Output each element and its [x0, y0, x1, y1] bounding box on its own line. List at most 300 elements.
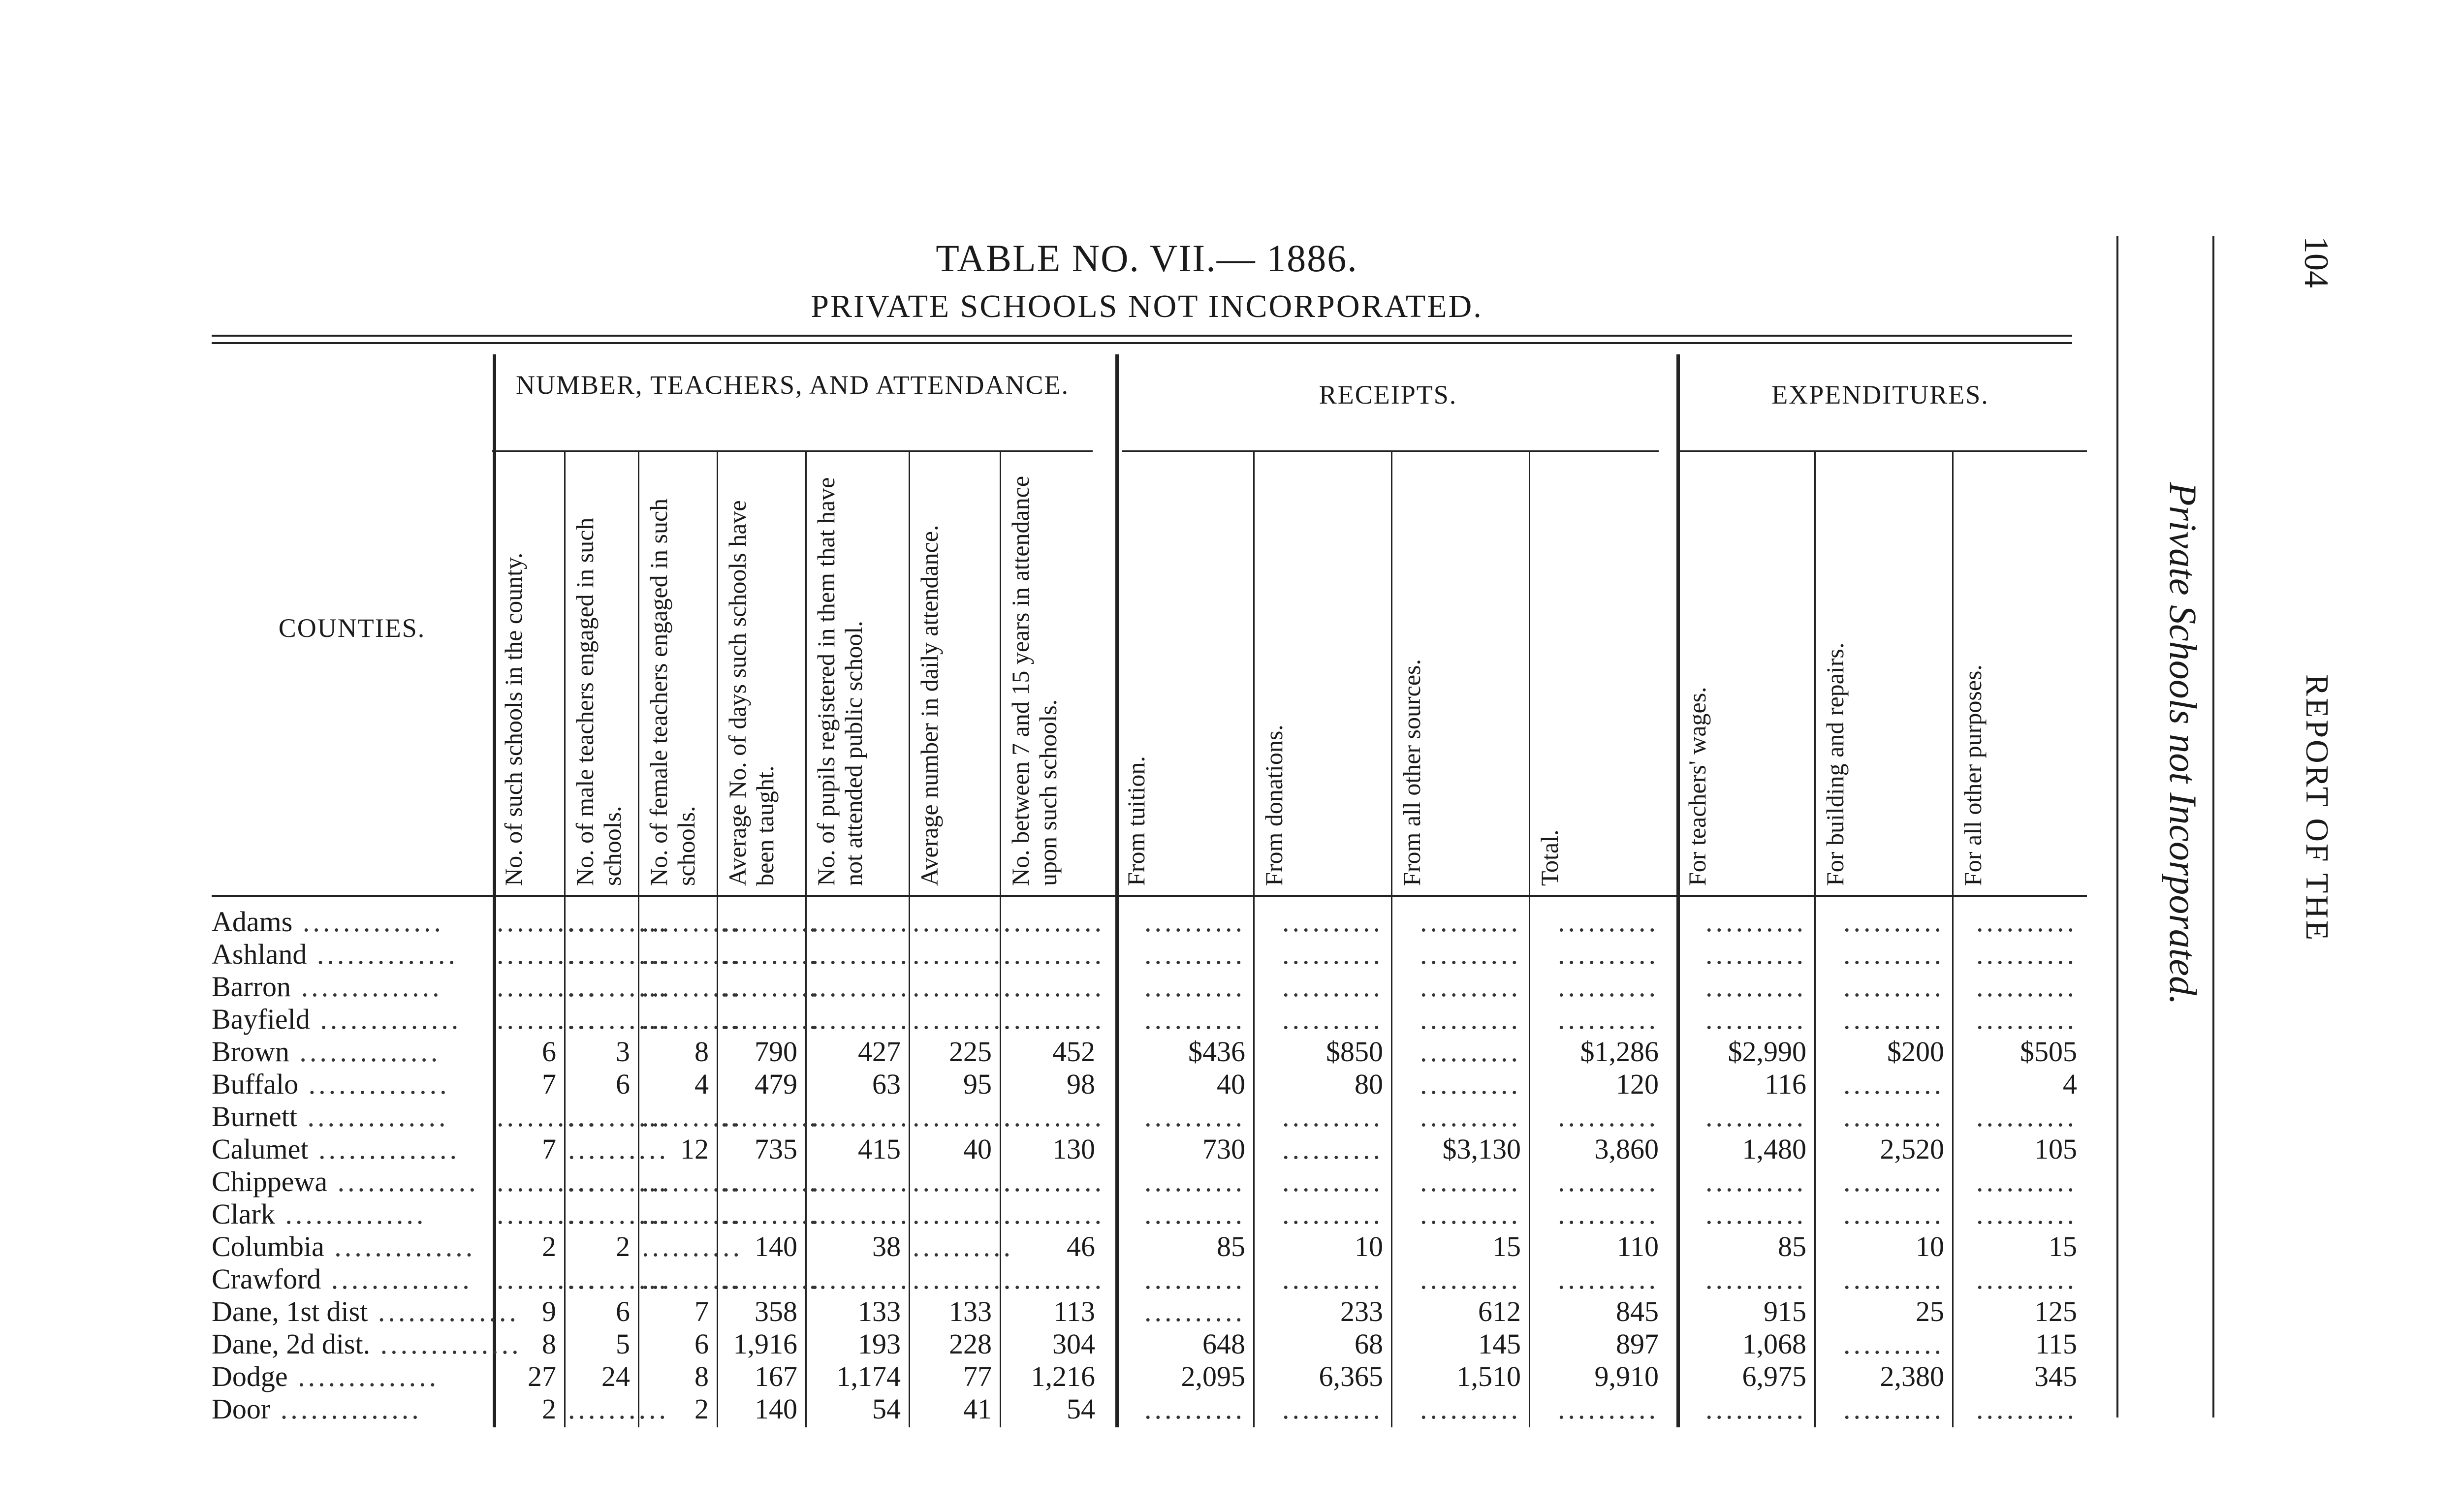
empty-cell-dots: .......... [1843, 938, 1944, 970]
empty-cell-dots: .......... [1843, 1003, 1944, 1035]
table-cell [1818, 1101, 1944, 1133]
empty-cell-dots: .......... [913, 1166, 1013, 1197]
table-cell [568, 1101, 669, 1133]
empty-cell-dots: .......... [1976, 1198, 2077, 1230]
table-cell: 98 [1067, 1068, 1095, 1100]
empty-cell-dots: .......... [721, 1263, 821, 1295]
table-cell: 6 [694, 1328, 709, 1360]
table-cell [1680, 1166, 1806, 1198]
empty-cell-dots: .......... [721, 1198, 821, 1230]
table-cell [1119, 1198, 1245, 1230]
empty-cell-dots: .......... [568, 1133, 669, 1165]
leader-dots: .............. [368, 1295, 519, 1327]
county-label: Crawford [212, 1263, 321, 1295]
county-name [212, 1198, 487, 1230]
table-subtitle: PRIVATE SCHOOLS NOT INCORPORATED. [811, 288, 1483, 324]
table-cell [568, 1133, 669, 1166]
table-cell: 8 [694, 1036, 709, 1068]
table-cell: 167 [755, 1360, 797, 1392]
table-cell [913, 938, 1013, 971]
table-cell: 452 [1052, 1036, 1095, 1068]
table-cell: 358 [755, 1295, 797, 1327]
table-cell [1818, 1068, 1944, 1101]
county-label: Bayfield [212, 1003, 310, 1035]
county-name [212, 938, 487, 971]
empty-cell-dots: .......... [497, 971, 598, 1003]
empty-cell-dots: .......... [1004, 1003, 1104, 1035]
table-cell [642, 906, 743, 938]
empty-cell-dots: .......... [1004, 971, 1104, 1003]
table-cell: 140 [755, 1393, 797, 1425]
table-cell [1257, 1198, 1383, 1230]
table-cell [1818, 1393, 1944, 1425]
county-label: Door [212, 1393, 271, 1425]
empty-cell-dots: .......... [568, 906, 669, 938]
table-cell [913, 1198, 1013, 1230]
table-cell: 228 [949, 1328, 992, 1360]
empty-cell-dots: .......... [809, 1166, 910, 1197]
county-name [212, 1101, 487, 1133]
table-title: TABLE NO. VII.— 1886. [936, 237, 1358, 280]
empty-cell-dots: .......... [1420, 938, 1521, 970]
empty-cell-dots: .......... [568, 1003, 669, 1035]
leader-dots: .............. [321, 1263, 473, 1295]
table-row [212, 1166, 2087, 1198]
table-cell: 612 [1478, 1295, 1521, 1327]
table-cell [642, 1230, 743, 1263]
table-cell: 133 [858, 1295, 901, 1327]
table-cell [497, 971, 598, 1003]
table-cell [1680, 1101, 1806, 1133]
table-row [212, 1328, 2087, 1360]
table-cell: 304 [1052, 1328, 1095, 1360]
table-cell [568, 1393, 669, 1425]
table-cell: 6 [542, 1036, 556, 1068]
table-row [212, 906, 2087, 938]
table-cell [1533, 938, 1659, 971]
empty-cell-dots: .......... [1843, 1328, 1944, 1360]
table-cell: 6 [616, 1068, 630, 1100]
table-cell [568, 1198, 669, 1230]
table-row [212, 1295, 2087, 1328]
table-cell [809, 1101, 910, 1133]
table-cell: 38 [872, 1230, 901, 1262]
leader-dots: .............. [270, 1393, 422, 1425]
column-header-1: No. of such schools in the county. [500, 552, 527, 886]
table-cell: $436 [1188, 1036, 1245, 1068]
table-cell: 54 [872, 1393, 901, 1425]
table-cell [1818, 1003, 1944, 1036]
column-header-3: No. of female teachers engaged in such schools. [645, 498, 700, 886]
table-cell [1119, 1295, 1245, 1328]
table-cell [1395, 1068, 1521, 1101]
empty-cell-dots: .......... [809, 906, 910, 938]
table-cell [721, 1003, 821, 1036]
table-cell [642, 971, 743, 1003]
table-cell [1395, 1263, 1521, 1295]
empty-cell-dots: .......... [1282, 1166, 1383, 1197]
right-frame-line-2 [2212, 236, 2214, 1418]
table-cell: 730 [1202, 1133, 1245, 1165]
column-header-11: Total. [1536, 829, 1563, 886]
empty-cell-dots: .......... [1004, 1198, 1104, 1230]
table-cell: 1,916 [733, 1328, 797, 1360]
table-cell [1395, 1166, 1521, 1198]
leader-dots: .............. [308, 1133, 460, 1165]
table-cell: 125 [2034, 1295, 2077, 1327]
county-label: Brown [212, 1036, 289, 1068]
table-cell: 110 [1617, 1230, 1659, 1262]
table-cell [1395, 1003, 1521, 1036]
county-label: Chippewa [212, 1166, 328, 1197]
table-row [212, 1101, 2087, 1133]
table-cell: 897 [1616, 1328, 1659, 1360]
empty-cell-dots: .......... [809, 938, 910, 970]
table-cell [1533, 1198, 1659, 1230]
empty-cell-dots: .......... [1144, 1166, 1245, 1197]
county-name [212, 971, 487, 1003]
column-header-14: For all other purposes. [1959, 664, 1987, 886]
table-cell: 105 [2034, 1133, 2077, 1165]
table-cell: 115 [2035, 1328, 2077, 1360]
table-cell: 4 [2063, 1068, 2077, 1100]
table-cell: 140 [755, 1230, 797, 1262]
empty-cell-dots: .......... [642, 1003, 743, 1035]
empty-cell-dots: .......... [1144, 1263, 1245, 1295]
table-cell [1257, 1003, 1383, 1036]
table-cell: 25 [1916, 1295, 1944, 1327]
table-cell [568, 1166, 669, 1198]
table-cell [1119, 1166, 1245, 1198]
empty-cell-dots: .......... [497, 1101, 598, 1133]
table-cell [913, 1263, 1013, 1295]
leader-dots: .............. [298, 1068, 450, 1100]
group-expenditures-header: EXPENDITURES. [1771, 380, 1989, 410]
table-cell: $505 [2020, 1036, 2077, 1068]
table-cell [1257, 906, 1383, 938]
empty-cell-dots: .......... [1558, 1198, 1659, 1230]
empty-cell-dots: .......... [642, 1101, 743, 1133]
leader-dots: .............. [310, 1003, 462, 1035]
table-cell: 1,174 [836, 1360, 901, 1392]
table-cell: 15 [2049, 1230, 2077, 1262]
empty-cell-dots: .......... [642, 1230, 743, 1262]
table-cell: 63 [872, 1068, 901, 1100]
table-cell: 27 [528, 1360, 556, 1392]
empty-cell-dots: .......... [1705, 906, 1806, 938]
leader-dots: .............. [327, 1166, 479, 1197]
empty-cell-dots: .......... [1705, 1003, 1806, 1035]
empty-cell-dots: .......... [642, 1166, 743, 1197]
empty-cell-dots: .......... [1282, 1198, 1383, 1230]
column-header-8: From tuition. [1122, 756, 1150, 886]
county-label: Dane, 2d dist. [212, 1328, 371, 1360]
empty-cell-dots: .......... [568, 1166, 669, 1197]
table-cell: 6,365 [1319, 1360, 1383, 1392]
empty-cell-dots: .......... [568, 1198, 669, 1230]
table-cell: 345 [2034, 1360, 2077, 1392]
column-header-12: For teachers' wages. [1683, 687, 1711, 886]
empty-cell-dots: .......... [1420, 1068, 1521, 1100]
table-cell [913, 971, 1013, 1003]
table-row [212, 1360, 2087, 1393]
empty-cell-dots: .......... [1420, 971, 1521, 1003]
table-cell [1119, 971, 1245, 1003]
table-cell: 6 [616, 1295, 630, 1327]
empty-cell-dots: .......... [1976, 938, 2077, 970]
group-attendance-header: NUMBER, TEACHERS, AND ATTENDANCE. [515, 370, 1070, 400]
county-label: Buffalo [212, 1068, 299, 1100]
empty-cell-dots: .......... [497, 906, 598, 938]
county-name [212, 1328, 522, 1360]
table-cell: 85 [1217, 1230, 1245, 1262]
county-label: Dane, 1st dist [212, 1295, 368, 1327]
table-row [212, 1003, 2087, 1036]
table-cell [568, 1003, 669, 1036]
table-cell [642, 1263, 743, 1295]
empty-cell-dots: .......... [1558, 1393, 1659, 1425]
empty-cell-dots: .......... [568, 1393, 669, 1425]
empty-cell-dots: .......... [1420, 1036, 1521, 1068]
table-cell: 77 [963, 1360, 992, 1392]
table-cell [809, 1003, 910, 1036]
table-cell: 15 [1492, 1230, 1521, 1262]
group-receipts-header: RECEIPTS. [1319, 380, 1457, 410]
empty-cell-dots: .......... [1976, 1393, 2077, 1425]
table-cell [642, 938, 743, 971]
empty-cell-dots: .......... [1843, 1101, 1944, 1133]
empty-cell-dots: .......... [913, 1198, 1013, 1230]
empty-cell-dots: .......... [1282, 938, 1383, 970]
empty-cell-dots: .......... [1976, 971, 2077, 1003]
county-label: Calumet [212, 1133, 309, 1165]
empty-cell-dots: .......... [913, 1263, 1013, 1295]
leader-dots: .............. [287, 1360, 440, 1392]
empty-cell-dots: .......... [1976, 1101, 2077, 1133]
empty-cell-dots: .......... [497, 1198, 598, 1230]
empty-cell-dots: .......... [642, 971, 743, 1003]
empty-cell-dots: .......... [1420, 1101, 1521, 1133]
table-cell: $3,130 [1442, 1133, 1521, 1165]
table-cell: 193 [858, 1328, 901, 1360]
table-cell [809, 1198, 910, 1230]
group-rule-receipts [1122, 450, 1659, 452]
leader-dots: .............. [324, 1230, 476, 1262]
table-cell [1004, 1003, 1104, 1036]
table-cell [1533, 1263, 1659, 1295]
table-cell [913, 1003, 1013, 1036]
county-name [212, 1230, 487, 1263]
empty-cell-dots: .......... [1282, 1263, 1383, 1295]
table-cell [1680, 1263, 1806, 1295]
table-cell [913, 1230, 1013, 1263]
right-frame-line [2116, 236, 2118, 1418]
empty-cell-dots: .......... [1843, 1393, 1944, 1425]
table-cell [1004, 971, 1104, 1003]
table-cell [1004, 1263, 1104, 1295]
table-cell: 1,480 [1742, 1133, 1806, 1165]
empty-cell-dots: .......... [1976, 906, 2077, 938]
table-cell [1119, 1263, 1245, 1295]
table-cell [642, 1166, 743, 1198]
empty-cell-dots: .......... [1705, 1101, 1806, 1133]
table-cell: 790 [755, 1036, 797, 1068]
table-cell: 40 [1217, 1068, 1245, 1100]
table-cell: 427 [858, 1036, 901, 1068]
table-cell: 2 [616, 1230, 630, 1262]
table-cell [1119, 938, 1245, 971]
empty-cell-dots: .......... [1843, 906, 1944, 938]
table-cell: 5 [616, 1328, 630, 1360]
empty-cell-dots: .......... [1282, 971, 1383, 1003]
table-cell [1680, 1198, 1806, 1230]
empty-cell-dots: .......... [1282, 1393, 1383, 1425]
table-cell: 1,068 [1742, 1328, 1806, 1360]
table-cell [1119, 1101, 1245, 1133]
table-cell [913, 1166, 1013, 1198]
table-cell: 3,860 [1594, 1133, 1659, 1165]
empty-cell-dots: .......... [1420, 1393, 1521, 1425]
empty-cell-dots: .......... [568, 1263, 669, 1295]
empty-cell-dots: .......... [809, 1003, 910, 1035]
empty-cell-dots: .......... [1420, 1198, 1521, 1230]
table-cell: 46 [1067, 1230, 1095, 1262]
table-row [212, 1133, 2087, 1166]
table-cell [568, 906, 669, 938]
table-cell [642, 1003, 743, 1036]
empty-cell-dots: .......... [1420, 1263, 1521, 1295]
empty-cell-dots: .......... [1705, 1393, 1806, 1425]
county-label: Barron [212, 971, 291, 1003]
empty-cell-dots: .......... [497, 1263, 598, 1295]
county-name [212, 1166, 487, 1198]
table-cell [721, 1198, 821, 1230]
table-cell [721, 1263, 821, 1295]
table-cell [1533, 1003, 1659, 1036]
table-cell [568, 938, 669, 971]
table-cell [913, 906, 1013, 938]
empty-cell-dots: .......... [1558, 1263, 1659, 1295]
empty-cell-dots: .......... [913, 906, 1013, 938]
empty-cell-dots: .......... [1144, 906, 1245, 938]
table-cell: $1,286 [1580, 1036, 1659, 1068]
table-row [212, 1068, 2087, 1101]
table-cell: 233 [1340, 1295, 1383, 1327]
table-cell: $850 [1326, 1036, 1383, 1068]
table-cell [1257, 1166, 1383, 1198]
table-cell [497, 906, 598, 938]
county-name [212, 1360, 487, 1393]
column-header-7: No. between 7 and 15 years in attendance upon such schools. [1007, 475, 1062, 886]
table-cell [1257, 971, 1383, 1003]
table-cell [1257, 1101, 1383, 1133]
empty-cell-dots: .......... [1843, 1198, 1944, 1230]
empty-cell-dots: .......... [913, 1230, 1013, 1262]
table-row [212, 938, 2087, 971]
table-cell [1818, 1328, 1944, 1360]
empty-cell-dots: .......... [1558, 938, 1659, 970]
leader-dots: .............. [297, 1101, 449, 1133]
table-cell [1818, 971, 1944, 1003]
table-cell [1395, 1198, 1521, 1230]
empty-cell-dots: .......... [721, 1003, 821, 1035]
table-cell [721, 1101, 821, 1133]
table-cell: 95 [963, 1068, 992, 1100]
table-cell [1395, 938, 1521, 971]
empty-cell-dots: .......... [1705, 938, 1806, 970]
empty-cell-dots: .......... [809, 1198, 910, 1230]
county-label: Columbia [212, 1230, 324, 1262]
table-cell [1533, 1101, 1659, 1133]
empty-cell-dots: .......... [809, 1101, 910, 1133]
table-cell [1818, 938, 1944, 971]
table-cell [1119, 1003, 1245, 1036]
table-cell: 116 [1765, 1068, 1806, 1100]
column-header-9: From donations. [1260, 724, 1288, 886]
table-cell [497, 1263, 598, 1295]
table-cell: 2 [694, 1393, 709, 1425]
leader-dots: .............. [291, 971, 442, 1003]
table-cell: 6,975 [1742, 1360, 1806, 1392]
table-cell [1533, 971, 1659, 1003]
table-cell: 10 [1916, 1230, 1944, 1262]
table-cell [1395, 971, 1521, 1003]
empty-cell-dots: .......... [642, 906, 743, 938]
table-cell [721, 971, 821, 1003]
empty-cell-dots: .......... [1558, 1003, 1659, 1035]
empty-cell-dots: .......... [1144, 938, 1245, 970]
table-cell: 54 [1067, 1393, 1095, 1425]
group-rule-attendance [492, 450, 1093, 452]
table-cell: 415 [858, 1133, 901, 1165]
table-cell [1956, 938, 2077, 971]
table-cell: 12 [680, 1133, 709, 1165]
table-cell: $2,990 [1728, 1036, 1806, 1068]
table-cell [1680, 906, 1806, 938]
empty-cell-dots: .......... [1976, 1263, 2077, 1295]
table-cell [809, 938, 910, 971]
table-cell [497, 1198, 598, 1230]
empty-cell-dots: .......... [1282, 1101, 1383, 1133]
table-cell: 2,380 [1880, 1360, 1944, 1392]
table-cell [1533, 1393, 1659, 1425]
empty-cell-dots: .......... [721, 938, 821, 970]
table-cell: 8 [694, 1360, 709, 1392]
table-cell [1004, 1101, 1104, 1133]
table-row [212, 1036, 2087, 1068]
table-cell [809, 1166, 910, 1198]
table-cell: 7 [542, 1068, 556, 1100]
table-cell: 9 [542, 1295, 556, 1327]
empty-cell-dots: .......... [913, 1003, 1013, 1035]
empty-cell-dots: .......... [1558, 1166, 1659, 1197]
leader-dots: .............. [289, 1036, 441, 1068]
empty-cell-dots: .......... [913, 938, 1013, 970]
table-row [212, 971, 2087, 1003]
leader-dots: .............. [275, 1198, 427, 1230]
table-cell [1533, 906, 1659, 938]
table-cell [1395, 906, 1521, 938]
table-cell [913, 1101, 1013, 1133]
empty-cell-dots: .......... [497, 1166, 598, 1197]
empty-cell-dots: .......... [1705, 1198, 1806, 1230]
empty-cell-dots: .......... [642, 1263, 743, 1295]
table-cell [1680, 1393, 1806, 1425]
county-name [212, 1068, 487, 1101]
table-cell [1119, 1393, 1245, 1425]
table-cell: 2 [542, 1393, 556, 1425]
leader-dots: .............. [307, 938, 458, 970]
